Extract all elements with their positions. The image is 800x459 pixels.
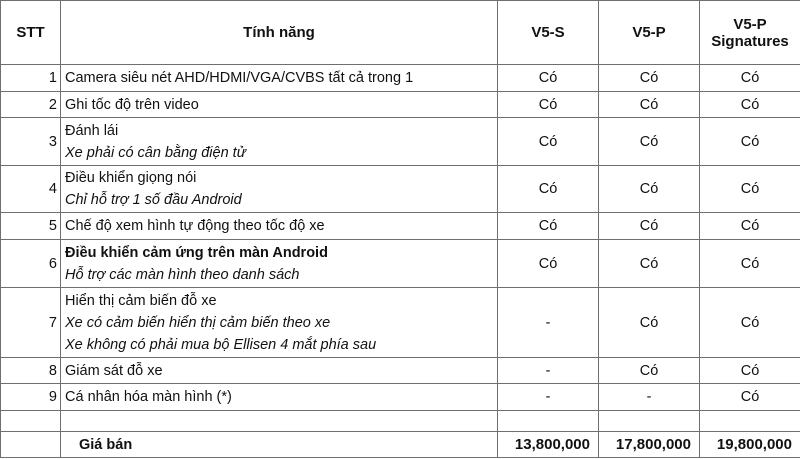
v5p-signatures-value: Có: [700, 118, 800, 166]
header-feature: Tính năng: [61, 1, 498, 65]
v5p-signatures-value: Có: [700, 384, 800, 411]
table-row: [1, 65, 800, 92]
v5p-signatures-value: Có: [700, 65, 800, 92]
v5p-price: 17,800,000: [599, 432, 700, 458]
v5p-value: Có: [599, 213, 700, 240]
feature-cell: [61, 118, 498, 166]
v5s-value: Có: [498, 118, 599, 166]
v5s-value: Có: [498, 92, 599, 118]
v5p-signatures-value: Có: [700, 240, 800, 288]
feature-title: Chế độ xem hình tự động theo tốc độ xe: [61, 213, 498, 240]
empty-cell: [700, 411, 800, 432]
feature-cell: [61, 166, 498, 213]
table-row: [1, 118, 800, 166]
v5s-value: Có: [498, 240, 599, 288]
empty-cell: [599, 411, 700, 432]
feature-title: Giám sát đỗ xe: [61, 358, 498, 384]
row-number: 8: [1, 358, 61, 384]
row-number: 5: [1, 213, 61, 240]
table-row: [1, 240, 800, 288]
feature-title: Điều khiển cảm ứng trên màn Android: [65, 244, 328, 261]
empty-cell: [61, 411, 498, 432]
row-number: 3: [1, 118, 61, 166]
v5s-value: Có: [498, 213, 599, 240]
row-number: 7: [1, 288, 61, 358]
header-v5p-sig-line1: V5-P: [733, 15, 767, 33]
v5p-value: Có: [599, 92, 700, 118]
header-stt: STT: [1, 1, 61, 65]
feature-note: Hỗ trợ các màn hình theo danh sách: [65, 266, 300, 283]
header-v5p-signatures: [700, 1, 800, 65]
feature-title: Điều khiển giọng nói: [65, 170, 197, 186]
v5s-value: Có: [498, 166, 599, 213]
feature-note: Xe phải có cân bằng điện tử: [65, 144, 246, 161]
row-number: 6: [1, 240, 61, 288]
v5p-value: Có: [599, 65, 700, 92]
v5p-value: Có: [599, 240, 700, 288]
v5p-value: Có: [599, 118, 700, 166]
price-row: [1, 432, 800, 458]
v5p-value: -: [599, 384, 700, 411]
price-row-stt: [1, 432, 61, 458]
header-v5p-sig-line2: Signatures: [711, 32, 789, 50]
feature-title: Cá nhân hóa màn hình (*): [61, 384, 498, 411]
v5s-value: Có: [498, 65, 599, 92]
row-number: 1: [1, 65, 61, 92]
table-row: [1, 288, 800, 358]
empty-cell: [1, 411, 61, 432]
feature-cell: [61, 288, 498, 358]
feature-title: Camera siêu nét AHD/HDMI/VGA/CVBS tất cả trong 1: [61, 65, 498, 92]
v5s-price: 13,800,000: [498, 432, 599, 458]
empty-cell: [498, 411, 599, 432]
v5p-signatures-value: Có: [700, 358, 800, 384]
feature-note: Xe không có phải mua bộ Ellisen 4 mắt phía sau: [65, 336, 377, 353]
row-number: 9: [1, 384, 61, 411]
v5s-value: -: [498, 288, 599, 358]
v5p-signatures-value: Có: [700, 166, 800, 213]
feature-title: Ghi tốc độ trên video: [61, 92, 498, 118]
row-number: 4: [1, 166, 61, 213]
table-row: [1, 92, 800, 118]
v5p-value: Có: [599, 358, 700, 384]
header-row: [1, 1, 800, 65]
v5p-signatures-price: 19,800,000: [700, 432, 800, 458]
v5p-signatures-value: Có: [700, 213, 800, 240]
empty-row: [1, 411, 800, 432]
feature-note: Xe có cảm biến hiển thị cảm biến theo xe: [65, 314, 331, 331]
v5p-signatures-value: Có: [700, 288, 800, 358]
header-v5p: V5-P: [599, 1, 700, 65]
table-row: [1, 358, 800, 384]
v5s-value: -: [498, 384, 599, 411]
v5p-signatures-value: Có: [700, 92, 800, 118]
header-v5s: V5-S: [498, 1, 599, 65]
feature-title: Hiển thị cảm biến đỗ xe: [65, 292, 217, 309]
table-row: [1, 166, 800, 213]
v5p-value: Có: [599, 166, 700, 213]
feature-cell: [61, 240, 498, 288]
v5s-value: -: [498, 358, 599, 384]
table-row: [1, 384, 800, 411]
price-label: Giá bán: [61, 432, 498, 458]
row-number: 2: [1, 92, 61, 118]
feature-title: Đánh lái: [65, 122, 119, 139]
v5p-value: Có: [599, 288, 700, 358]
table-row: [1, 213, 800, 240]
feature-note: Chỉ hỗ trợ 1 số đầu Android: [65, 192, 242, 208]
